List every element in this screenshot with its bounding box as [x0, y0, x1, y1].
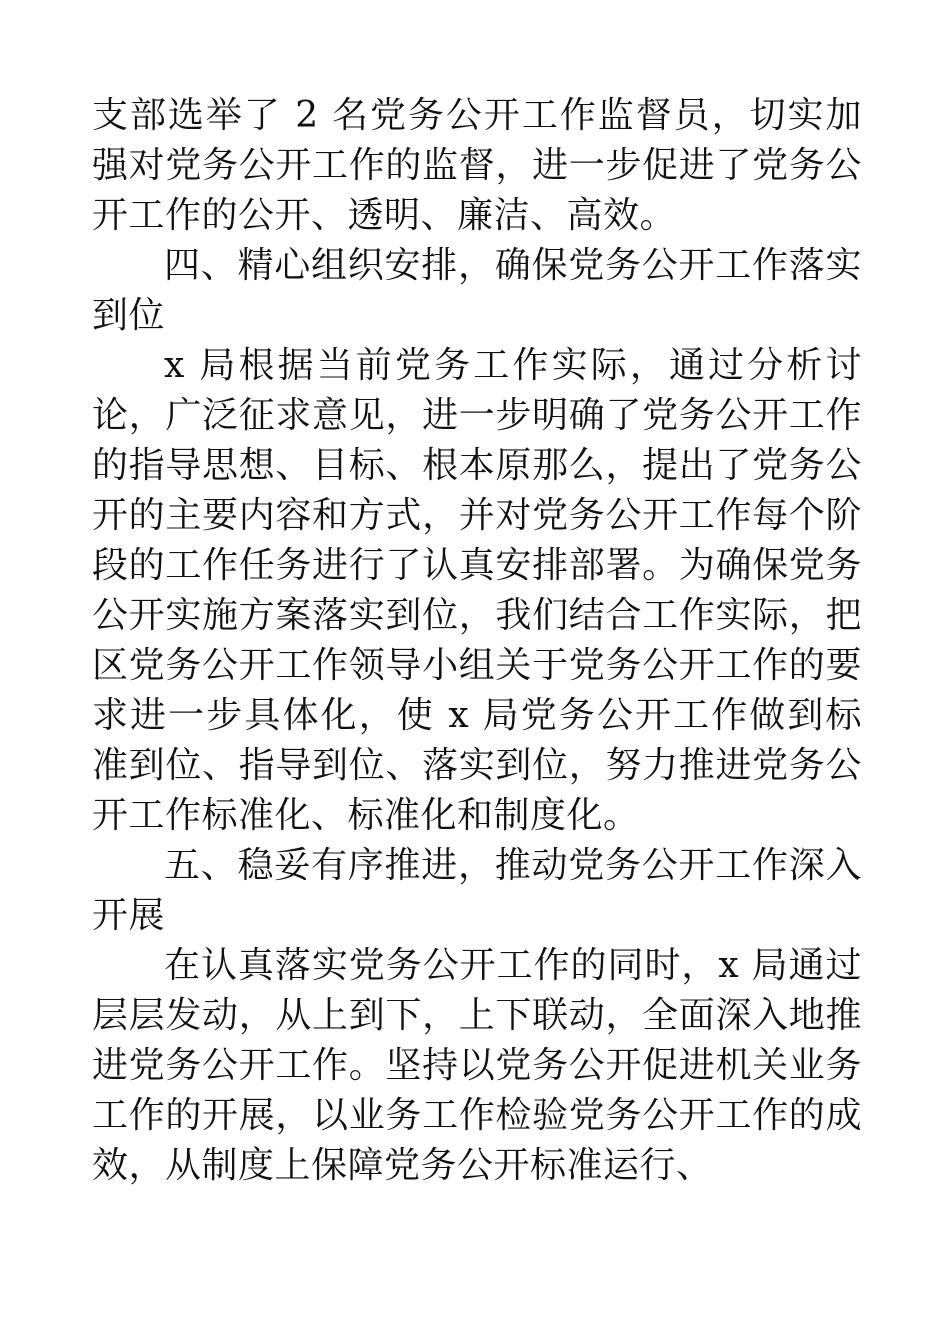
section-heading-five: 五、稳妥有序推进，推动党务公开工作深入开展	[92, 845, 862, 936]
section-heading-four: 四、精心组织安排，确保党务公开工作落实到位	[92, 245, 862, 336]
paragraph-section-five-body: 在认真落实党务公开工作的同时，x 局通过层层发动，从上到下，上下联动，全面深入地推进党务公开工作。坚持以党务公开促进机关业务工作的开展，以业务工作检验党务公开工作的成效，从制度上保障党务公开标准运行、	[92, 945, 862, 1186]
paragraph-continuation: 支部选举了 2 名党务公开工作监督员，切实加强对党务公开工作的监督，进一步促进了党务公开工作的公开、透明、廉洁、高效。	[92, 95, 862, 236]
paragraph-section-four-body: x 局根据当前党务工作实际，通过分析讨论，广泛征求意见，进一步明确了党务公开工作的指导思想、目标、根本原那么，提出了党务公开的主要内容和方式，并对党务公开工作每个阶段的工作任务进行了认真安排部署。为确保党务公开实施方案落实到位，我们结合工作实际，把区党务公开工作领导小组关于党务公开工作的要求进一步具体化，使 x 局党务公开工作做到标准到位、指导到位、落实到位，努力推进党务公开工作标准化、标准化和制度化。	[92, 345, 862, 836]
document-body	[92, 91, 862, 1191]
